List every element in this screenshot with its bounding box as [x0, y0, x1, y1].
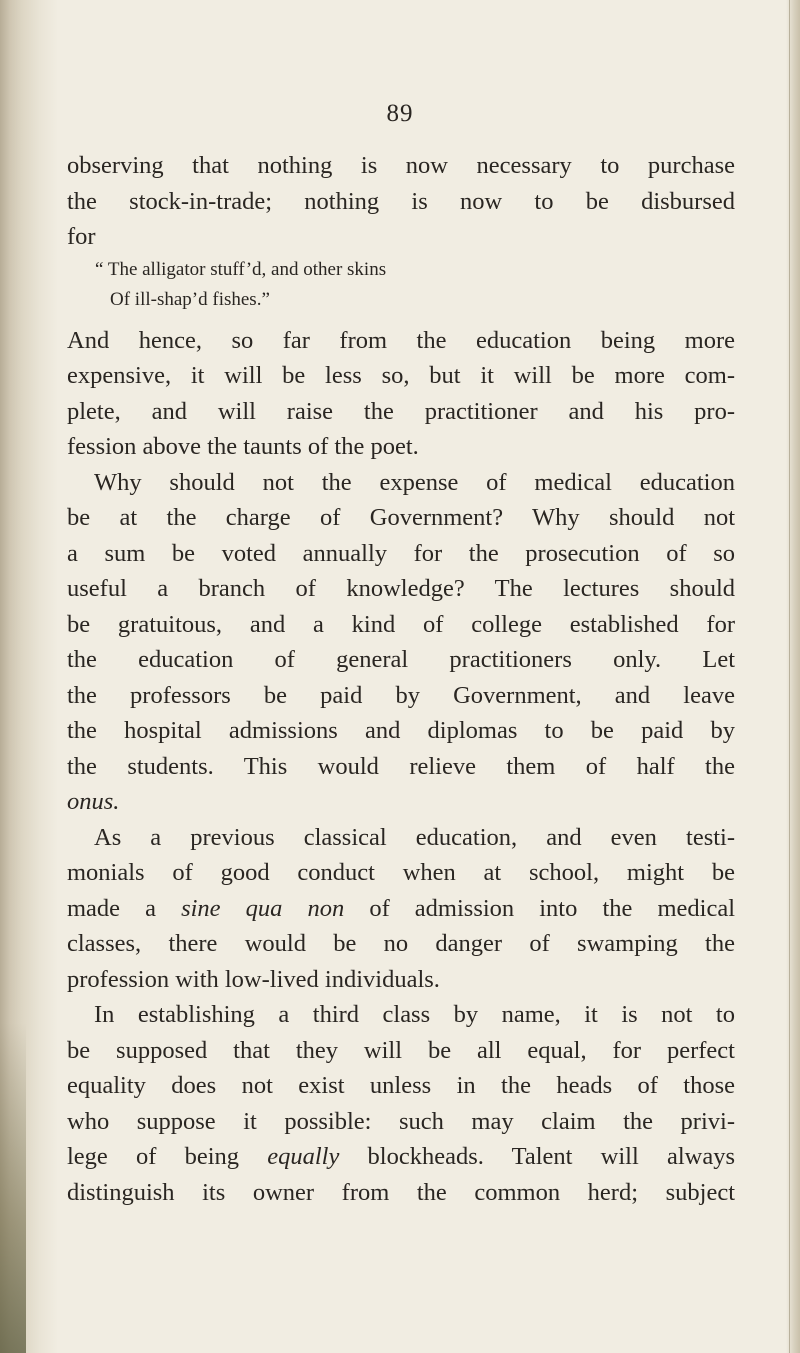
text-line	[67, 891, 735, 927]
text-line: the professors be paid by Government, and leave	[67, 681, 735, 709]
text-span: blockheads. Talent will always	[339, 1143, 735, 1170]
text-line: useful a branch of knowledge? The lectures should	[67, 575, 735, 602]
text-line: Why should not the expense of medical education	[94, 468, 735, 496]
text-line: plete, and will raise the practitioner and his pro-	[67, 397, 735, 425]
text-line: As a previous classical education, and even testi-	[94, 823, 735, 851]
page-edge-line	[789, 0, 790, 1353]
text-line: expensive, it will be less so, but it will be more com-	[67, 362, 735, 389]
italic-word: equally	[267, 1143, 340, 1170]
text-line: be at the charge of Government? Why should not	[67, 504, 735, 531]
text-line: be supposed that they will be all equal, for perfect	[67, 1036, 735, 1064]
text-line: fession above the taunts of the poet.	[67, 433, 419, 460]
binding-stain	[0, 1023, 26, 1353]
body-text	[67, 148, 735, 1210]
text-span: lege of being	[67, 1143, 268, 1170]
text-line	[67, 1139, 735, 1175]
text-line: for	[67, 223, 96, 250]
verse-quote-line: “ The alligator stuff’d, and other skins	[95, 258, 387, 280]
italic-phrase: sine qua non	[181, 894, 345, 922]
text-line: the stock-in-trade; nothing is now to be disbursed	[67, 187, 735, 215]
italic-word: onus.	[67, 788, 120, 815]
text-span: of admission into the medical	[344, 894, 735, 922]
text-line: monials of good conduct when at school, might be	[67, 859, 735, 886]
text-line: equality does not exist unless in the heads of those	[67, 1072, 735, 1099]
text-line: the education of general practitioners only. Let	[67, 646, 735, 673]
verse-quote-line: Of ill-shap’d fishes.”	[110, 288, 270, 310]
text-line: profession with low-lived individuals.	[67, 965, 440, 993]
page-number: 89	[386, 100, 414, 127]
text-span: made a	[67, 894, 182, 922]
text-line: observing that nothing is now necessary to purchase	[67, 152, 735, 179]
text-line: the hospital admissions and diplomas to be paid by	[67, 717, 735, 744]
text-line: In establishing a third class by name, it is not to	[94, 1001, 735, 1028]
text-line: classes, there would be no danger of swamping the	[67, 930, 735, 957]
text-line: the students. This would relieve them of half the	[67, 752, 735, 780]
text-line: a sum be voted annually for the prosecution of so	[67, 539, 735, 567]
text-line: And hence, so far from the education being more	[67, 326, 735, 354]
text-line	[67, 784, 735, 820]
text-line: be gratuitous, and a kind of college established for	[67, 610, 735, 638]
text-line: distinguish its owner from the common herd; subject	[67, 1178, 735, 1206]
text-line: who suppose it possible: such may claim the privi-	[67, 1107, 735, 1135]
